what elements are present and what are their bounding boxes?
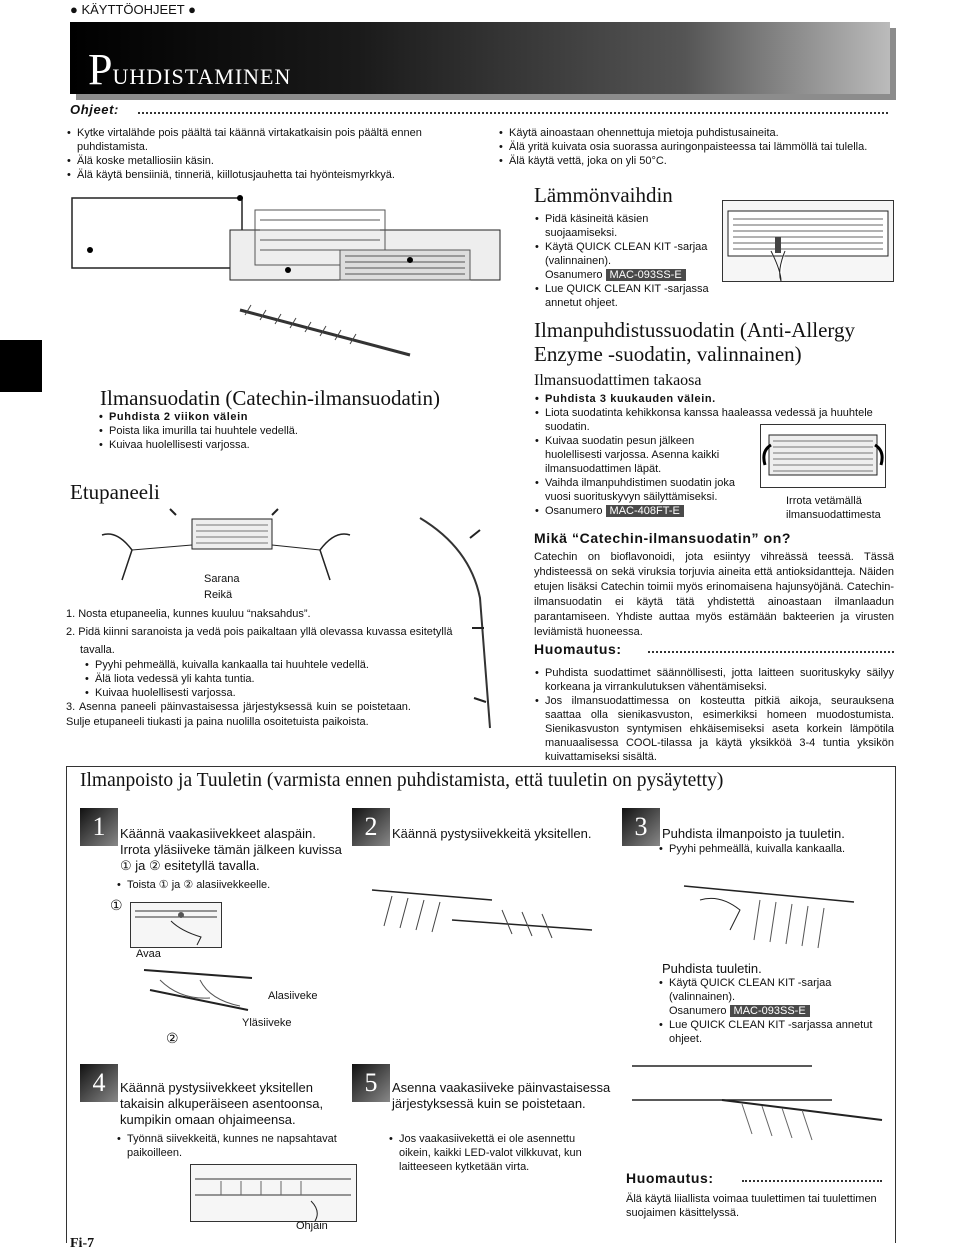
- list-item: • Kytke virtalähde pois päältä tai käännä virtakatkaisin pois päältä ennen puhdistamista.: [66, 126, 486, 154]
- list-item: • Älä koske metalliosiin käsin.: [66, 154, 486, 168]
- list-item: • Toista ① ja ② alasiivekkeelle.: [116, 878, 346, 892]
- step-text: 1. Nosta etupaneelia, kunnes kuuluu “naksahdus”.: [66, 608, 311, 620]
- list-item: • Lue QUICK CLEAN KIT -sarjassa annetut ohjeet.: [658, 1018, 888, 1046]
- list-item: • Lue QUICK CLEAN KIT -sarjassa annetut ohjeet.: [534, 282, 716, 310]
- enzyme-filter-title: Ilmanpuhdistussuodatin (Anti-Allergy Enzyme -suodatin, valinnainen): [534, 318, 855, 366]
- step-number: 3: [622, 808, 660, 846]
- list-item: • Pidä käsineitä käsien suojaamiseksi.: [534, 212, 716, 240]
- list-item: • Työnnä siivekkeitä, kunnes ne napsahtavat paikoilleen.: [116, 1132, 346, 1160]
- step1a-illustration: [130, 902, 222, 948]
- list-item: • Älä käytä vettä, joka on yli 50°C.: [498, 154, 918, 168]
- fan-list: [658, 976, 888, 1046]
- step1b-illustration: [140, 960, 256, 1024]
- heat-exchanger-illustration: [722, 200, 894, 282]
- ohjeet-right-list: [498, 126, 918, 168]
- note2-text: Älä käytä liiallista voimaa tuulettimen tai tuulettimen suojaimen käsittelyssä.: [626, 1193, 877, 1219]
- step-text: 2. Pidä kiinni saranoista ja vedä pois paikaltaan yllä olevassa kuvassa esitetyllä: [66, 626, 453, 638]
- list-item: • Älä käytä bensiiniä, tinneriä, kiillotusjauhetta tai hyönteismyrkkyä.: [66, 168, 486, 182]
- ohjeet-heading: Ohjeet:: [70, 102, 119, 117]
- list-item: • Puhdista 3 kuukauden välein.: [534, 392, 894, 406]
- ohjeet-left-list: [66, 126, 486, 182]
- list-item: • Vaihda ilmanpuhdistimen suodatin joka vuosi suorituskyvyn säilyttämiseksi.: [534, 476, 760, 504]
- list-item: • Jos ilmansuodattimessa on kosteutta pitkiä aikoja, seurauksena saattaa olla sienikasvuston, esimerkiksi homeen muodostumista. Sienikasvuston syntymisen ehkäisemiseksi aseta korkein lämpötila manuaalisessa COOL-tilassa ja käytä yksikköä 3-4 tuntia yksikön kuivattamiseksi sisältä.: [534, 694, 894, 764]
- panel-side-illustration: [410, 508, 510, 738]
- list-item: • Liota suodatinta kehikkonsa kanssa haaleassa vedessä ja huuhtele suodatin.: [534, 406, 894, 434]
- step-number: 5: [352, 1064, 390, 1102]
- step3-text: Puhdista ilmanpoisto ja tuuletin.: [662, 826, 845, 841]
- upper-vane-label: Yläsiiveke: [242, 1017, 292, 1029]
- enzyme-filter-subtitle: Ilmansuodattimen takaosa: [534, 372, 702, 389]
- step-number: 2: [352, 808, 390, 846]
- step4-text: Käännä pystysiivekkeet yksitellen takaisin alkuperäiseen asentoonsa, kumpikin omaan ohjaimeensa.: [120, 1080, 324, 1127]
- list-item: • Jos vaakasiivekettä ei ole asennettu oikein, kaikki LED-valot vilkkuvat, kun laitteeseen kytketään virta.: [388, 1132, 608, 1174]
- page-title: PUHDISTAMINEN: [88, 45, 292, 94]
- list-item: • Käytä QUICK CLEAN KIT -sarjaa (valinnainen). Osanumero MAC-093SS-E: [534, 240, 716, 282]
- step-number: 4: [80, 1064, 118, 1102]
- air-filter-title: Ilmansuodatin (Catechin-ilmansuodatin): [100, 386, 440, 410]
- ac-unit-illustration: [70, 190, 515, 370]
- open-label: Avaa: [136, 948, 161, 960]
- divider: [742, 1180, 882, 1182]
- list-item: • Älä liota vedessä yli kahta tuntia.: [84, 672, 411, 686]
- step-number: 1: [80, 808, 118, 846]
- catechin-heading: Mikä “Catechin-ilmansuodatin” on?: [534, 530, 792, 546]
- front-panel-title: Etupaneeli: [70, 480, 160, 504]
- step1-bullets: [116, 878, 346, 892]
- list-item: • Kuivaa huolellisesti varjossa.: [84, 686, 411, 700]
- step3-illustration: [680, 880, 860, 950]
- list-item: • Käytä QUICK CLEAN KIT -sarjaa (valinnainen). Osanumero MAC-093SS-E: [658, 976, 888, 1018]
- note-list: [534, 666, 894, 764]
- list-item: • Poista lika imurilla tai huuhtele vedellä.: [98, 424, 498, 438]
- enzyme-filter-illustration: [760, 424, 886, 488]
- air-filter-list: [98, 410, 498, 452]
- step4-bullets: [116, 1132, 346, 1160]
- mark-1: ①: [110, 897, 123, 913]
- note-heading: Huomautus:: [534, 641, 622, 657]
- section-tab: [0, 340, 42, 392]
- list-item: • Kuivaa suodatin pesun jälkeen huolellisesti varjossa. Asenna kaikki ilmansuodattimen läpät.: [534, 434, 725, 476]
- step5-text: Asenna vaakasiiveke päinvastaisessa järjestyksessä kuin se poistetaan.: [392, 1080, 611, 1111]
- guide-label: Ohjain: [296, 1220, 328, 1232]
- heat-exchanger-list: [534, 212, 716, 310]
- hinge-label: Sarana: [204, 573, 240, 585]
- manual-label: ● KÄYTTÖOHJEET ●: [70, 2, 196, 17]
- page-number: Fi-7: [70, 1236, 95, 1251]
- section-title: Ilmanpoisto ja Tuuletin (varmista ennen puhdistamista, että tuuletin on pysäytetty): [80, 770, 724, 791]
- list-item: • Osanumero MAC-408FT-E: [534, 504, 894, 518]
- hole-label: Reikä: [204, 589, 233, 601]
- list-item: • Pyyhi pehmeällä, kuivalla kankaalla.: [658, 842, 888, 856]
- list-item: • Älä yritä kuivata osia suorassa auringonpaisteessa tai lämmöllä tai tulella.: [498, 140, 918, 154]
- list-item: • Käytä ainoastaan ohennettuja mietoja puhdistusaineita.: [498, 126, 918, 140]
- step2-illustration: [362, 880, 602, 940]
- list-item: • Pyyhi pehmeällä, kuivalla kankaalla tai huuhtele vedellä.: [84, 658, 411, 672]
- step-text: tavalla.: [80, 644, 115, 656]
- list-item: • Puhdista 2 viikon välein: [98, 410, 498, 424]
- step5-illustration: [622, 1060, 892, 1150]
- list-item: • Puhdista suodattimet säännöllisesti, jotta laitteen suorituskyky säilyy korkeana ja virrankulutuksen vähentämiseksi.: [534, 666, 894, 694]
- step-text: 3. Asenna paneeli päinvastaisessa järjestyksessä kuin se poistetaan. Sulje etupaneeli tiukasti ja paina nuolilla osoitetuista paikoista.: [66, 701, 411, 728]
- catechin-text: Catechin on bioflavonoidi, jota esiintyy vihreässä teessä. Tässä yhdisteessä on sekä viruksia torjuvia aineita että antioksidantteja. Näiden etujen lisäksi Catechin toimii myös erinomaisena hajunsyöjänä. Catechin-ilmansuodatin ei käytä tätä yhdistettä ainoastaan ilmanlaadun parantamiseen. Yhdiste auttaa myös estämään bakteerien ja virusten leviämistä huoneessa.: [534, 551, 894, 638]
- divider: [648, 651, 894, 653]
- front-panel-bullets: [66, 658, 411, 700]
- heat-exchanger-title: Lämmönvaihdin: [534, 183, 673, 207]
- mark-2: ②: [166, 1030, 179, 1046]
- list-item: • Kuivaa huolellisesti varjossa.: [98, 438, 498, 452]
- divider: [138, 112, 888, 114]
- step5-bullets: [388, 1132, 608, 1174]
- step4-illustration: [190, 1164, 357, 1222]
- note2-heading: Huomautus:: [626, 1170, 714, 1186]
- step3-bullets: [658, 842, 888, 856]
- lower-vane-label: Alasiiveke: [268, 990, 318, 1002]
- step2-text: Käännä pystysiivekkeitä yksitellen.: [392, 826, 592, 841]
- fan-title: Puhdista tuuletin.: [662, 961, 762, 976]
- front-panel-steps: [66, 607, 453, 730]
- step1-text: Käännä vaakasiivekkeet alaspäin. Irrota yläsiiveke tämän jälkeen kuvissa ① ja ② esitetyllä tavalla.: [120, 826, 342, 873]
- enzyme-filter-caption: Irrota vetämällä ilmansuodattimesta: [786, 495, 881, 521]
